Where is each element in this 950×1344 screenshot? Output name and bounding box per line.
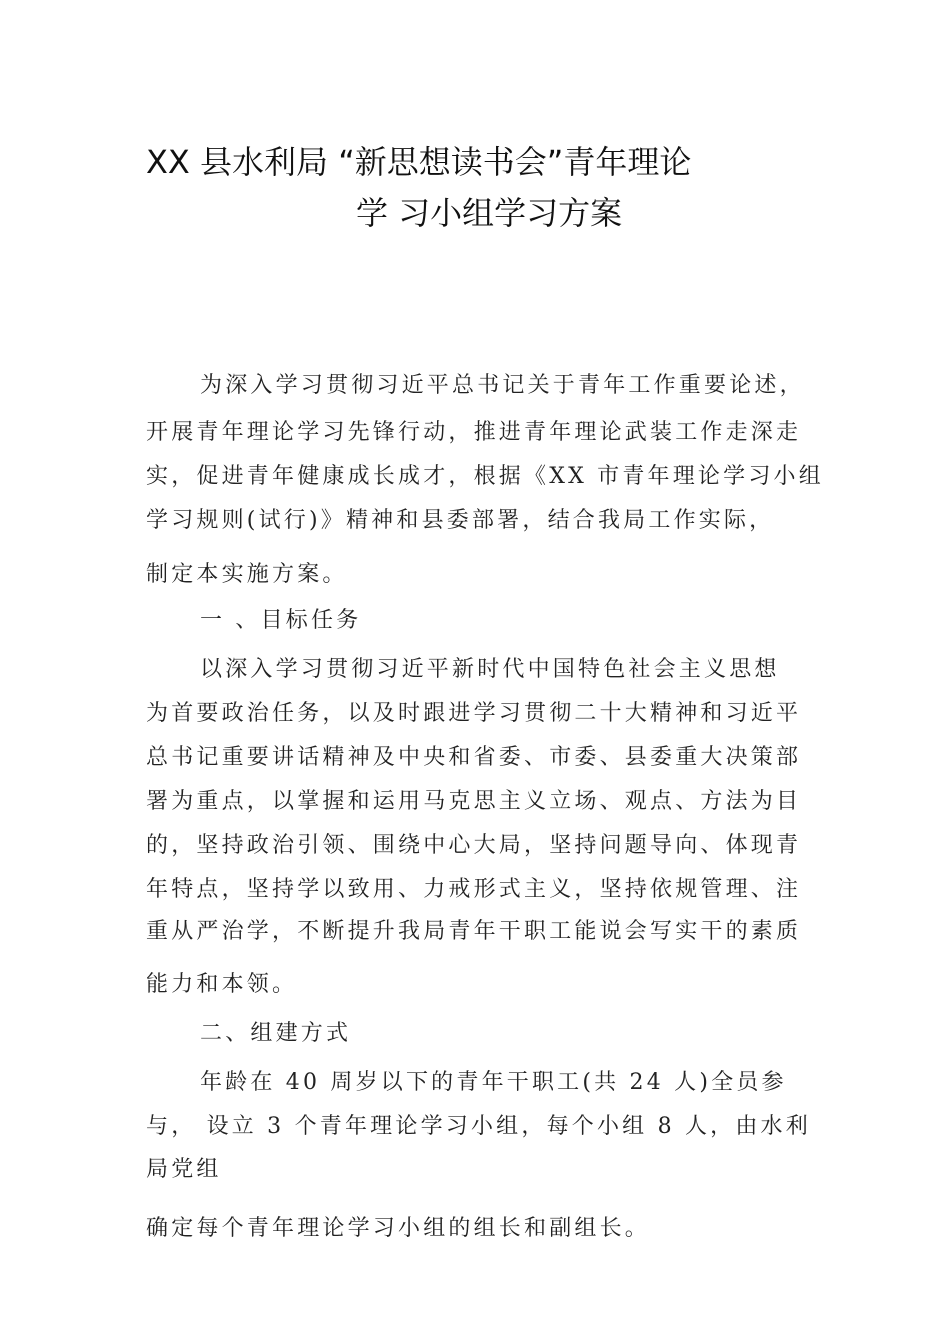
organization-paragraph-line: 与， 设立 3 个青年理论学习小组，每个小组 8 人，由水利	[146, 1114, 811, 1139]
document-title-line-1: XX 县水利局 “新思想读书会”青年理论	[146, 143, 692, 181]
organization-paragraph-line: 年龄在 40 周岁以下的青年干职工(共 24 人)全员参	[200, 1070, 787, 1095]
goals-paragraph-line: 的，坚持政治引领、围绕中心大局，坚持问题导向、体现青	[146, 833, 802, 858]
intro-paragraph-line: 为深入学习贯彻习近平总书记关于青年工作重要论述，	[200, 373, 805, 398]
intro-paragraph-line: 学习规则(试行)》精神和县委部署，结合我局工作实际，	[146, 508, 775, 533]
goals-paragraph-line: 以深入学习贯彻习近平新时代中国特色社会主义思想	[200, 657, 780, 682]
section-heading-organization: 二、组建方式	[200, 1021, 352, 1046]
goals-paragraph-line: 能力和本领。	[146, 972, 298, 997]
goals-paragraph-line: 署为重点，以掌握和运用马克思主义立场、观点、方法为目	[146, 789, 802, 814]
intro-paragraph-line: 开展青年理论学习先锋行动，推进青年理论武装工作走深走	[146, 420, 802, 445]
goals-paragraph-line: 年特点，坚持学以致用、力戒形式主义，坚持依规管理、注	[146, 877, 802, 902]
goals-paragraph-line: 为首要政治任务，以及时跟进学习贯彻二十大精神和习近平	[146, 701, 802, 726]
goals-paragraph-line: 总书记重要讲话精神及中央和省委、市委、县委重大决策部	[146, 745, 802, 770]
goals-paragraph-line: 重从严治学，不断提升我局青年干职工能说会写实干的素质	[146, 919, 802, 944]
document-title-line-2: 学 习小组学习方案	[356, 194, 623, 232]
intro-paragraph-line: 实，促进青年健康成长成才，根据《XX 市青年理论学习小组	[146, 464, 824, 489]
intro-paragraph-line: 制定本实施方案。	[146, 562, 348, 587]
organization-paragraph-line: 局党组	[146, 1157, 222, 1182]
section-heading-goals: 一 、目标任务	[200, 608, 362, 633]
organization-paragraph-line: 确定每个青年理论学习小组的组长和副组长。	[146, 1216, 651, 1241]
